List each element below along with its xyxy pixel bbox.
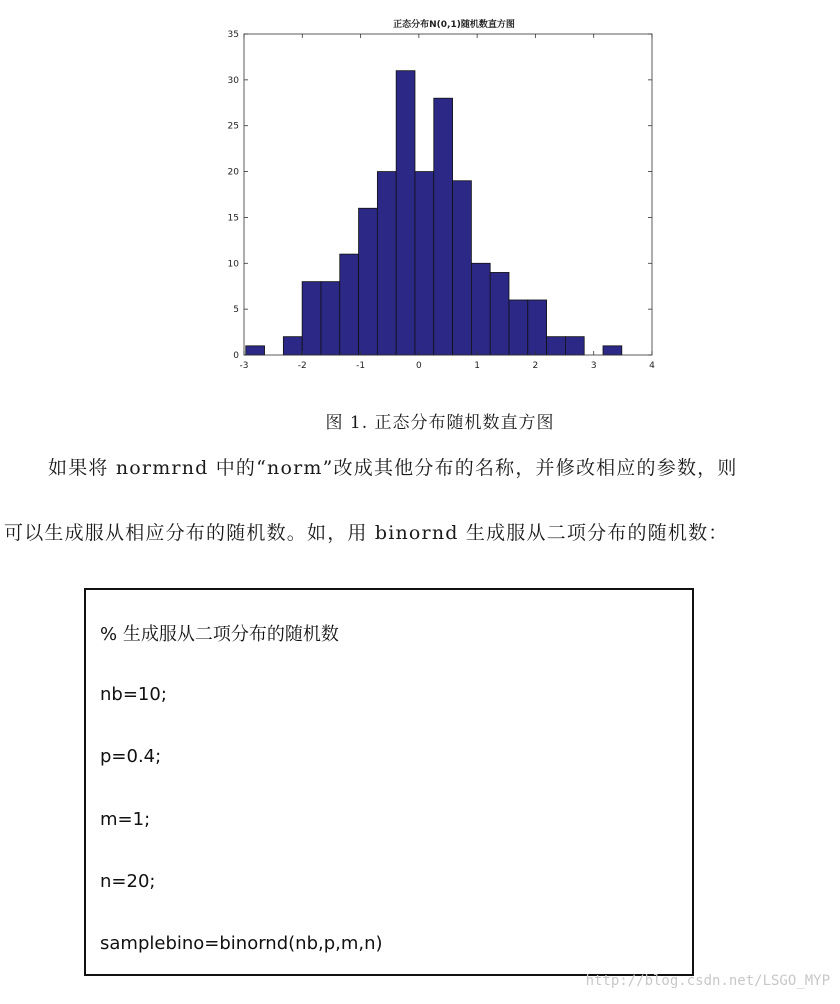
y-tick-label: 0	[233, 351, 239, 361]
y-tick-label: 20	[227, 167, 239, 178]
chart-title: 正态分布N(0,1)随机数直方图	[393, 20, 515, 30]
histogram-bar	[340, 254, 359, 355]
code-line-n: n=20;	[100, 871, 156, 892]
x-tick-label: -1	[356, 361, 366, 371]
x-tick-label: 2	[532, 361, 539, 371]
histogram-bar	[415, 172, 434, 355]
watermark: http://blog.csdn.net/LSGO_MYP	[585, 973, 830, 989]
y-tick-label: 15	[227, 213, 239, 224]
histogram-bar	[377, 172, 396, 355]
x-tick-label: 1	[474, 361, 481, 371]
y-tick-label: 10	[227, 259, 239, 270]
histogram-bar	[471, 263, 490, 355]
histogram-bar	[547, 337, 566, 355]
histogram-figure	[220, 14, 660, 380]
code-line-binornd: samplebino=binornd(nb,p,m,n)	[100, 933, 383, 954]
figure-caption: 图 1. 正态分布随机数直方图	[325, 413, 555, 433]
y-tick-label: 35	[227, 30, 239, 40]
x-tick-label: 4	[649, 361, 655, 371]
code-block	[84, 588, 694, 976]
x-tick-label: -3	[239, 361, 249, 371]
x-tick-label: -2	[297, 361, 307, 371]
histogram-chart	[220, 14, 660, 380]
histogram-bar	[434, 98, 453, 355]
histogram-bar	[509, 300, 528, 355]
histogram-bar	[302, 282, 321, 355]
histogram-bar	[453, 181, 472, 355]
paragraph-line-2: 可以生成服从相应分布的随机数。如，用 binornd 生成服从二项分布的随机数：	[4, 522, 729, 544]
histogram-bar	[528, 300, 547, 355]
histogram-bar	[283, 337, 302, 355]
y-tick-label: 5	[233, 305, 239, 316]
x-tick-label: 3	[590, 361, 597, 371]
y-tick-label: 25	[227, 121, 239, 132]
histogram-bar	[396, 71, 415, 355]
code-line-p: p=0.4;	[100, 746, 162, 767]
code-line-m: m=1;	[100, 809, 151, 830]
histogram-bar	[321, 282, 340, 355]
histogram-bar	[565, 337, 584, 355]
paragraph-line-1: 如果将 normrnd 中的“norm”改成其他分布的名称，并修改相应的参数，则	[48, 457, 738, 479]
code-line-nb: nb=10;	[100, 684, 167, 705]
histogram-bar	[359, 208, 378, 355]
code-comment-line: % 生成服从二项分布的随机数	[100, 624, 339, 645]
histogram-bar	[490, 272, 509, 355]
histogram-bar	[246, 346, 265, 355]
histogram-bar	[603, 346, 622, 355]
y-tick-label: 30	[227, 75, 239, 86]
x-tick-label: 0	[415, 361, 422, 371]
